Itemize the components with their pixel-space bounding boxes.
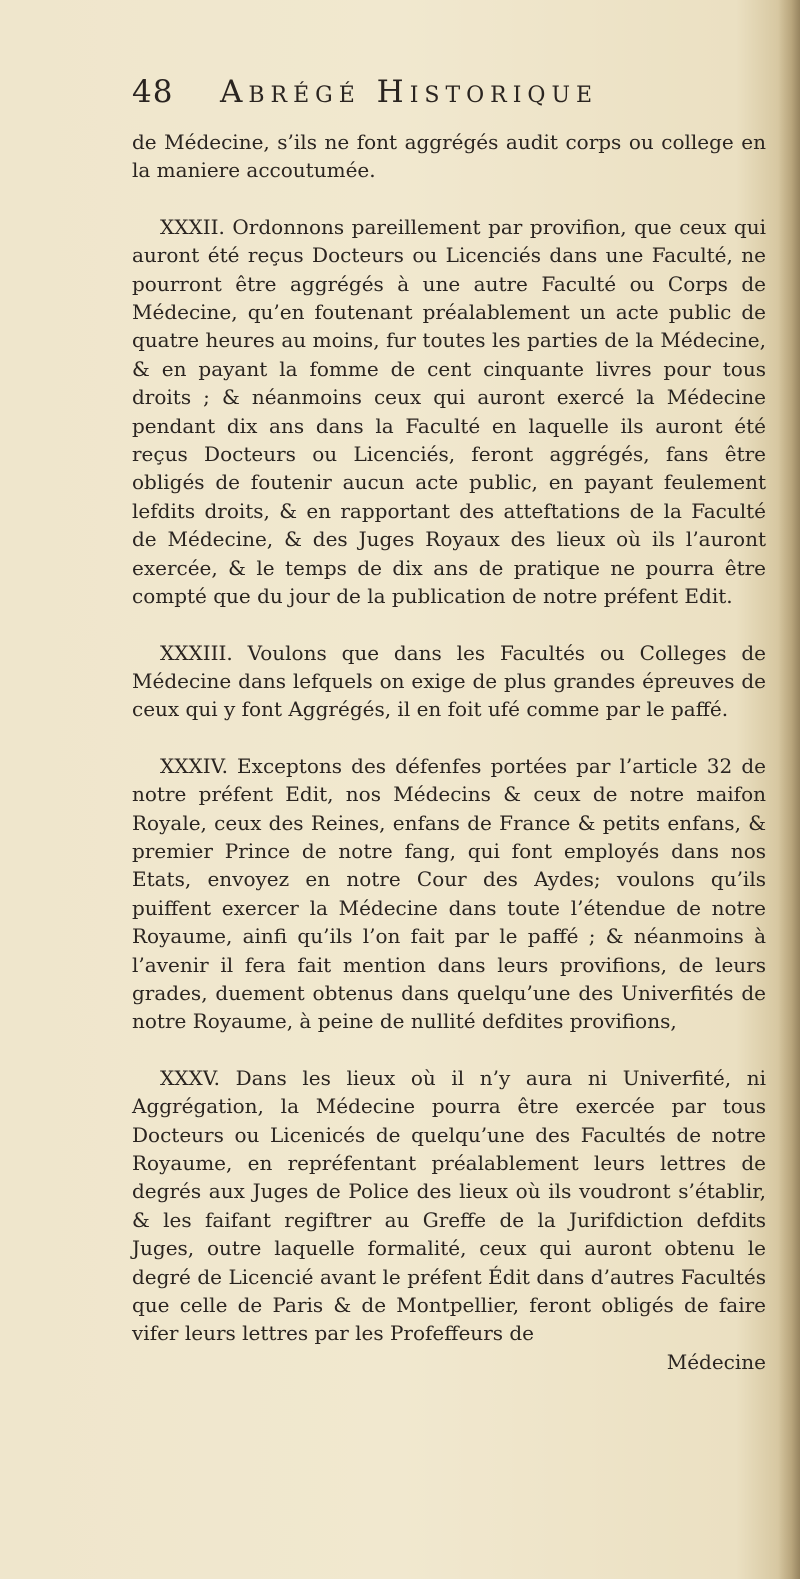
catchword: Médecine	[666, 1349, 766, 1374]
article-xxxiii: XXXIII. Voulons que dans les Facultés ou Colleges de Médecine dans lefquels on exige de plus grandes épreuves de ceux qui y font Aggrégés, il en foit ufé comme par le paffé.	[132, 640, 766, 722]
page-number: 48	[132, 74, 174, 110]
paragraph-gap	[132, 724, 766, 752]
article-xxxv: XXXV. Dans les lieux où il n’y aura ni Univerfité, ni Aggrégation, la Médecine pourra être exercée par tous Docteurs ou Licenicés de quelqu’une des Facultés de notre Royaume, en repréfentant préalablement leurs lettres de degrés aux Juges de Police des lieux où ils voudront s’établir, & les faifant regiftrer au Greffe de la Jurifdiction defdits Juges, outre laquelle formalité, ceux qui auront obtenu le degré de Licencié avant le préfent Édit dans d’autres Facultés que celle de Paris & de Montpellier, feront obligés de faire vifer leurs lettres par les Profeffeurs de	[132, 1065, 766, 1346]
running-title: Abrégé Historique	[220, 74, 599, 110]
page-edge-shadow	[778, 0, 800, 1579]
page-header	[132, 74, 692, 124]
paragraph-gap	[132, 185, 766, 213]
body-text	[132, 128, 766, 1396]
paragraph-gap	[132, 1036, 766, 1064]
paragraph-gap	[132, 611, 766, 639]
article-xxxiv: XXXIV. Exceptons des défenfes portées par l’article 32 de notre préfent Edit, nos Médecins & ceux de notre maifon Royale, ceux des Reines, enfans de France & petits enfans, & premier Prince de notre fang, qui font employés dans nos Etats, envoyez en notre Cour des Aydes; voulons qu’ils puiffent exercer la Médecine dans toute l’étendue de notre Royaume, ainfi qu’ils l’on fait par le paffé ; & néanmoins à l’avenir il fera fait mention dans leurs provifions, de leurs grades, duement obtenus dans quelqu’une des Univerfités de notre Royaume, à peine de nullité defdites provifions,	[132, 753, 766, 1034]
article-xxxii: XXXII. Ordonnons pareillement par provifion, que ceux qui auront été reçus Docteurs ou Licenciés dans une Faculté, ne pourront être aggrégés à une autre Faculté ou Corps de Médecine, qu’en foutenant préalablement un acte public de quatre heures au moins, fur toutes les parties de la Médecine, & en payant la fomme de cent cinquante livres pour tous droits ; & néanmoins ceux qui auront exercé la Médecine pendant dix ans dans la Faculté en laquelle ils auront été reçus Docteurs ou Licenciés, feront aggrégés, fans être obligés de foutenir aucun acte public, en payant feulement lefdits droits, & en rapportant des atteftations de la Faculté de Médecine, & des Juges Royaux des lieux où ils l’auront exercée, & le temps de dix ans de pratique ne pourra être compté que du jour de la publication de notre préfent Edit.	[132, 214, 766, 609]
paragraph-continuation: de Médecine, s’ils ne font aggrégés audit corps ou college en la maniere accoutumée.	[132, 130, 766, 183]
